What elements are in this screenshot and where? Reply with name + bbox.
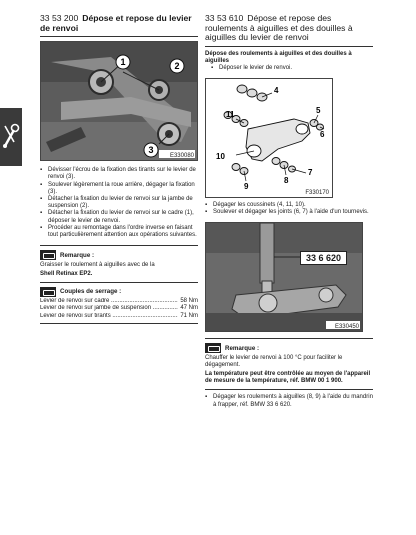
torque-label: Levier de renvoi sur jambe de suspension ..... xyxy=(40,305,178,312)
press-photo-art xyxy=(206,223,362,331)
callout-3: 3 xyxy=(148,145,154,156)
left-remark-title: Remarque : xyxy=(60,251,95,259)
left-column xyxy=(40,14,198,328)
right-heading-rule xyxy=(205,46,373,47)
left-figure-id: E330080 xyxy=(169,153,194,160)
callout-1: 1 xyxy=(120,57,126,68)
right-section-title: Dépose et repose des roulements à aiguilles et des douilles à aiguilles du levier de renvoi xyxy=(205,13,353,43)
right-figure2-id: E330450 xyxy=(334,324,359,331)
left-step-1: ▪ Dévisser l'écrou de la fixation des tirants sur le levier de renvoi (3). xyxy=(40,167,198,181)
callout-10: 10 xyxy=(216,151,225,161)
torque-row xyxy=(40,298,198,305)
right-remark xyxy=(205,343,373,385)
callout-5: 5 xyxy=(316,105,321,115)
right-subhead: Dépose des roulements à aiguilles et des douilles à aiguilles xyxy=(205,50,352,64)
torque-label: Levier de renvoi sur tirants ..... xyxy=(40,313,178,320)
left-section-title: Dépose et repose du levier de renvoi xyxy=(40,13,192,33)
torque-icon xyxy=(40,287,56,297)
left-step-4: ▪ Détacher la fixation du levier de renvoi sur le cadre (1), déposer le levier de renvoi. xyxy=(40,210,198,224)
chapter-tab xyxy=(0,108,22,166)
torque-value: 47 Nm xyxy=(180,305,198,312)
right-last-step: ▪ Dégager les roulements à aiguilles (8, 9) à l'aide du mandrin à frapper, réf. BMW 33 6 620. xyxy=(205,394,373,408)
torque-title: Couples de serrage : xyxy=(60,288,122,296)
torque-value: 58 Nm xyxy=(180,298,198,305)
left-remark-line-2: Shell Retinax EP2. xyxy=(40,271,93,278)
torque-value: 71 Nm xyxy=(180,312,198,319)
right-remark-rule xyxy=(205,338,373,339)
right-column xyxy=(205,14,373,409)
right-figure1-id: F330170 xyxy=(305,189,329,196)
right-step-1: ▪ Dégager les coussinets (4, 11, 10). xyxy=(205,202,373,209)
left-remark-end-rule xyxy=(40,282,198,283)
callout-9: 9 xyxy=(244,181,249,191)
exploded-diagram xyxy=(205,78,333,198)
left-step-5: ▪ Procéder au remontage dans l'ordre inverse en faisant tout particulièrement attention aux opérations suivantes. xyxy=(40,225,198,239)
torque-end-rule xyxy=(40,323,198,324)
right-first-step: ▪ Déposer le levier de renvoi. xyxy=(205,65,373,72)
right-remark-end-rule xyxy=(205,389,373,390)
press-photo xyxy=(205,222,363,332)
left-remark xyxy=(40,250,198,278)
torque-row xyxy=(40,305,198,312)
left-heading-rule xyxy=(40,36,198,37)
torque-label: Levier de renvoi sur cadre ..... xyxy=(40,298,178,305)
left-step-2: ▪ Soulever légèrement la roue arrière, dégager la fixation (3). xyxy=(40,182,198,196)
bearing-exploded-art xyxy=(206,79,332,197)
left-photo xyxy=(40,41,198,161)
left-section-code: 33 53 200 xyxy=(40,13,79,23)
wrench-icon xyxy=(2,122,20,150)
left-step-3: ▪ Détacher la fixation du levier de renvoi sur la jambe de suspension (2). xyxy=(40,196,198,210)
linkage-photo-art xyxy=(41,42,197,160)
right-section-heading xyxy=(205,14,373,43)
left-remark-line-1: Graisser le roulement à aiguilles avec de la xyxy=(40,262,155,269)
callout-8: 8 xyxy=(284,175,289,185)
callout-4: 4 xyxy=(274,85,279,95)
right-section-code: 33 53 610 xyxy=(205,13,244,23)
left-section-heading xyxy=(40,14,198,33)
callout-7: 7 xyxy=(308,167,313,177)
note-icon xyxy=(40,250,56,260)
torque-block xyxy=(40,287,198,320)
right-remark-line-2: La température peut être contrôlée au moyen de l'appareil de mesure de la température, réf. BMW 00 1 900. xyxy=(205,371,371,385)
callout-11: 11 xyxy=(226,109,235,119)
callout-6: 6 xyxy=(320,129,325,139)
left-remark-rule xyxy=(40,245,198,246)
note-icon xyxy=(205,343,221,353)
callout-2: 2 xyxy=(174,61,180,72)
tool-number-label: 33 6 620 xyxy=(300,251,347,265)
torque-row xyxy=(40,313,198,320)
right-step-2: ▪ Soulever et dégager les joints (6, 7) à l'aide d'un tournevis. xyxy=(205,209,373,216)
right-remark-title: Remarque : xyxy=(225,344,260,352)
right-remark-line-1: Chauffer le levier de renvoi à 100 °C pour faciliter le dégagement. xyxy=(205,355,343,369)
